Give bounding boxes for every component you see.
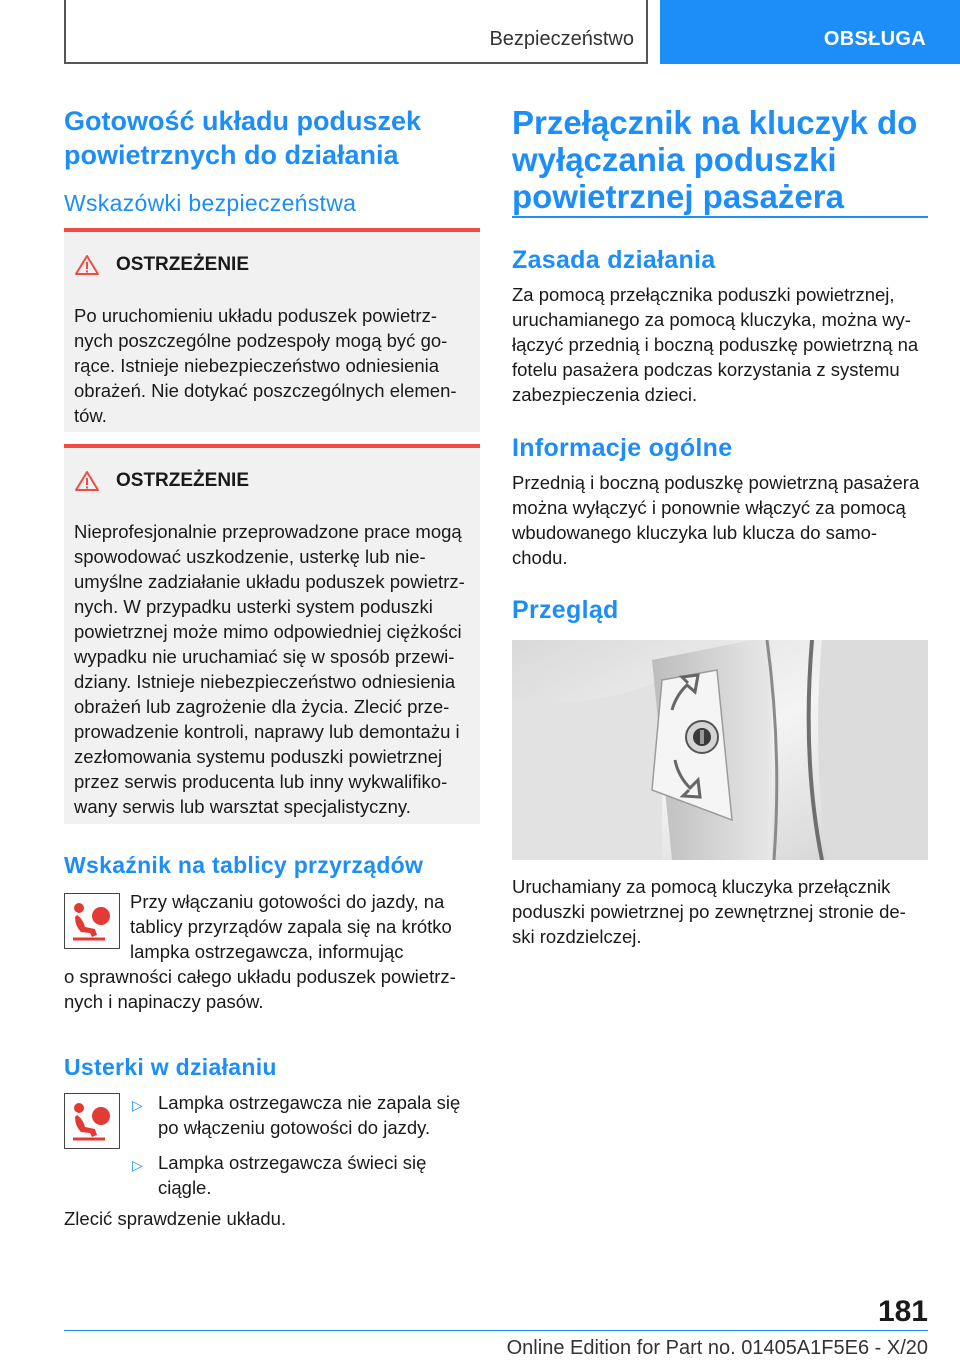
indicator-line-2: tablicy przyrządów zapala się na krótko xyxy=(130,916,452,937)
warning-text-2: Nieprofesjonalnie przeprowadzone prace mogą spowodować uszkodzenie, usterkę lub nie-umyślne zadziałanie układu poduszek powietrz-nych. W przypadku usterki system poduszki powietrznej może mimo odpowiedniej ciężkości wypadku nie uruchamiać się w sposób przewi-dziany. Istnieje niebezpieczeństwo odniesienia obrażeń lub zagrożenie dla życia. Zlecić prze-prowadzenie kontroli, naprawy lub demontażu i zezłomowania systemu poduszki powietrznej przez serwis producenta lub inny wykwalifiko-wany serwis lub warsztat specjalistyczny. xyxy=(74,520,465,817)
principle-heading: Zasada działania xyxy=(512,246,716,274)
key-switch-photo xyxy=(512,640,928,860)
fault-bullet-item xyxy=(132,1150,480,1200)
warning-header-1 xyxy=(74,254,249,276)
indicator-heading: Wskaźnik na tablicy przyrządów xyxy=(64,852,424,878)
safety-heading: Wskazówki bezpieczeństwa xyxy=(64,190,357,216)
overview-caption: Uruchamiany za pomocą kluczyka przełącznik poduszki powietrznej po zewnętrznej stronie de-ski rozdzielczej. xyxy=(512,876,906,947)
fault-action: Zlecić sprawdzenie układu. xyxy=(64,1208,287,1229)
left-section-title: Gotowość układu poduszek powietrznych do działania xyxy=(64,106,422,170)
bullet-triangle-icon: ▷ xyxy=(132,1097,143,1113)
warning-header-2 xyxy=(74,470,249,492)
general-text: Przednią i boczną poduszkę powietrzną pasażera można wyłączyć i ponownie włączyć za pomocą wbudowanego kluczyka lub klucza do samo-chodu. xyxy=(512,472,920,568)
page-number: 181 xyxy=(877,1295,928,1328)
warning-label-2: OSTRZEŻENIE xyxy=(116,470,250,491)
fault-bullet-text: Lampka ostrzegawcza świeci się ciągle. xyxy=(158,1152,427,1198)
edition-info: Online Edition for Part no. 01405A1F5E6 - X/20 xyxy=(506,1337,928,1359)
principle-text: Za pomocą przełącznika poduszki powietrznej, uruchamianego za pomocą kluczyka, można wy-łączyć przednią i boczną poduszkę powietrzną na fotelu pasażera podczas korzystania z systemu zabezpieczenia dzieci. xyxy=(512,284,919,405)
bullet-triangle-icon: ▷ xyxy=(132,1157,143,1173)
fault-bullet-text: Lampka ostrzegawcza nie zapala się po włączeniu gotowości do jazdy. xyxy=(158,1092,461,1138)
title-rule xyxy=(512,216,928,218)
warning-label-1: OSTRZEŻENIE xyxy=(116,254,250,275)
indicator-text-wrap xyxy=(130,889,480,964)
warning-box-1 xyxy=(64,228,480,432)
general-heading: Informacje ogólne xyxy=(512,434,733,462)
header-chapter-label: OBSŁUGA xyxy=(823,28,926,50)
warning-text-1: Po uruchomieniu układu poduszek powietrz-nych poszczególne podzespoły mogą być go-rące. Istnieje niebezpieczeństwo odniesienia obrażeń. Nie dotykać poszczególnych elemen-tów. xyxy=(74,304,457,426)
fault-heading: Usterki w działaniu xyxy=(64,1054,277,1080)
airbag-warning-icon xyxy=(64,1093,120,1149)
right-section-title: Przełącznik na kluczyk do wyłączania poduszki powietrznej pasażera xyxy=(512,104,918,215)
fault-bullet-item xyxy=(132,1090,480,1140)
warning-triangle-icon xyxy=(74,470,100,492)
warning-box-2 xyxy=(64,444,480,824)
warning-triangle-icon xyxy=(74,254,100,276)
fault-bullet-list xyxy=(132,1090,480,1200)
footer-rule xyxy=(64,1330,928,1331)
header-section-title: Bezpieczeństwo xyxy=(489,28,634,50)
indicator-line-3: lampka ostrzegawcza, informując xyxy=(130,941,404,962)
overview-heading: Przegląd xyxy=(512,596,619,624)
airbag-warning-icon xyxy=(64,893,120,949)
indicator-text-rest: o sprawności całego układu poduszek powietrz-nych i napinaczy pasów. xyxy=(64,966,456,1012)
indicator-line-1: Przy włączaniu gotowości do jazdy, na xyxy=(130,891,445,912)
